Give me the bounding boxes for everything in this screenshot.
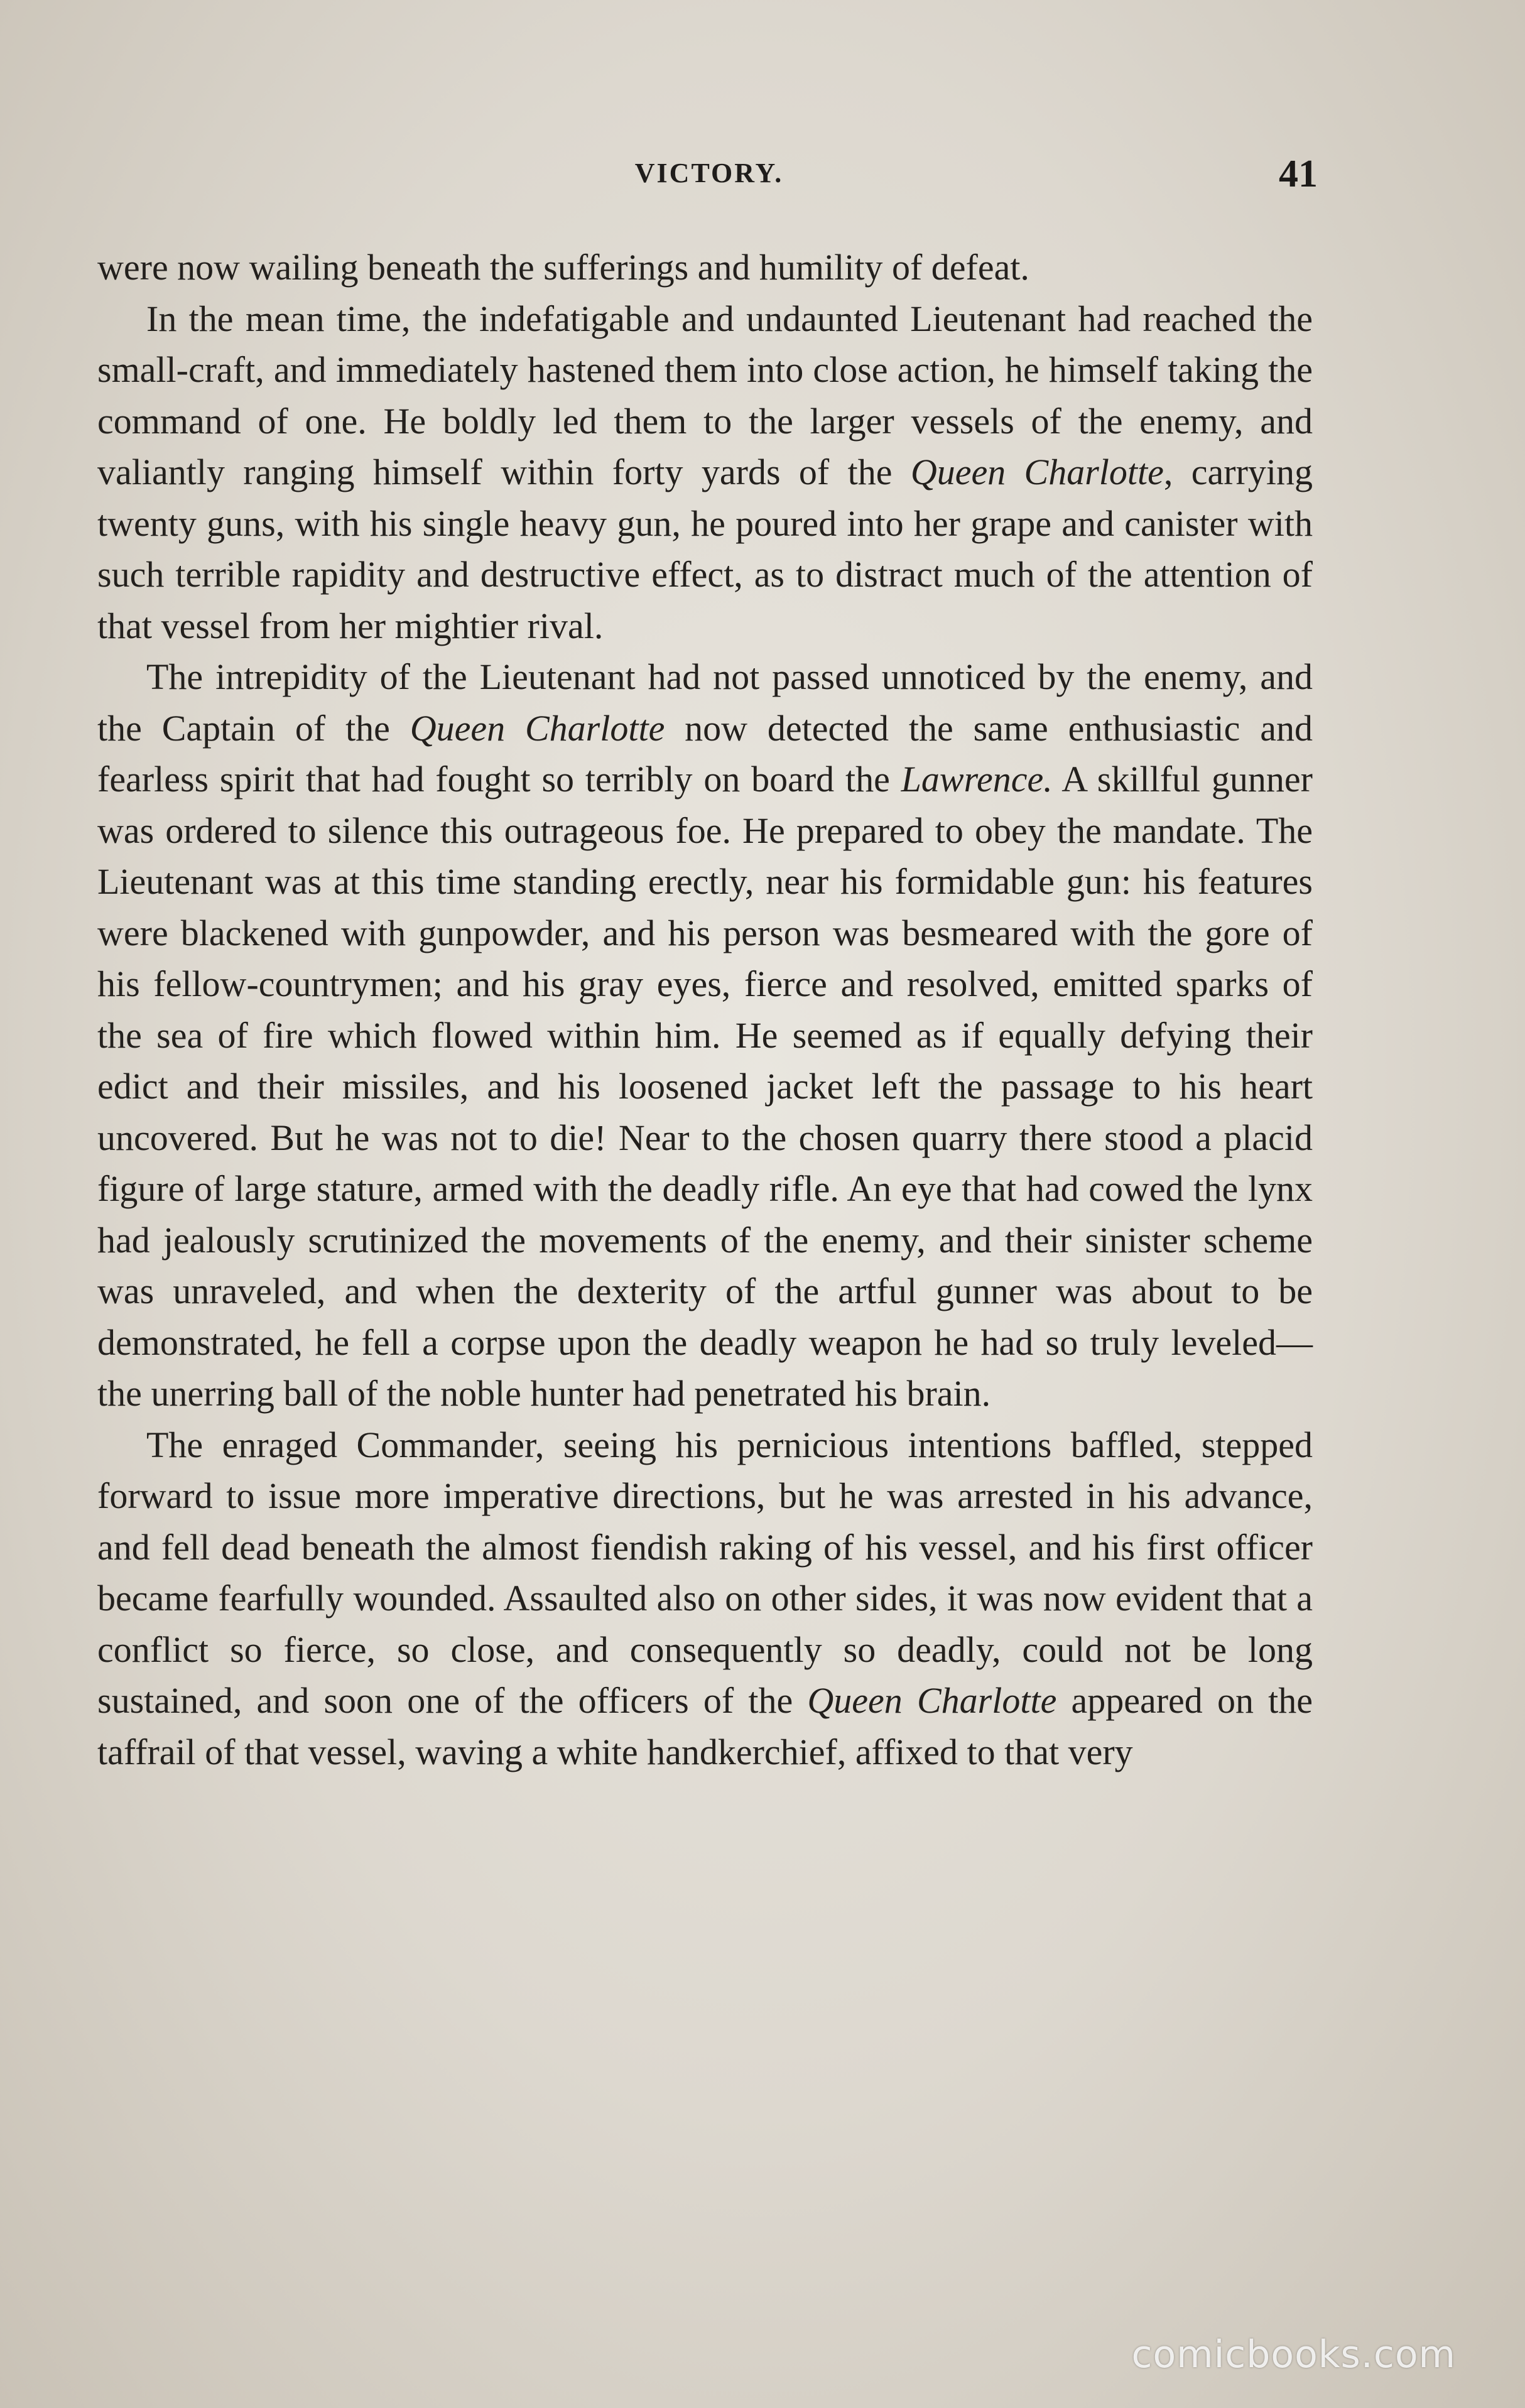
text-segment: were now wailing beneath the sufferings and humility of defeat. (97, 247, 1029, 288)
text-segment: , carrying twenty guns, with his single heavy gun, he poured into her grape and canister with such terrible rapidity and destructive effect, as to distract much of the attention of that vessel from her mightier rival. (97, 452, 1313, 646)
running-head (100, 153, 1318, 201)
text-segment: The enraged Commander, seeing his pernicious intentions baffled, stepped forward to issue more imperative directions, but he was arrested in his advance, and fell dead beneath the almost fiendish raking of his vessel, and his first officer became fearfully wounded. Assaulted also on other sides, it was now evident that a conflict so fierce, so close, and consequently so deadly, could not be long sustained, and soon one of the officers of the (97, 1424, 1313, 1721)
page-number: 41 (1279, 153, 1318, 195)
watermark: comicbooks.com (1131, 2333, 1456, 2377)
ship-name: Queen Charlotte (910, 452, 1164, 492)
running-title: VICTORY. (634, 158, 784, 188)
text-segment: In the mean time, the indefatigable and undaunted Lieutenant had reached the small-craft, and immediately hastened them into close action, he himself taking the command of one. He boldly led them to the larger vessels of the enemy, and valiantly ranging himself within forty yards of the (97, 298, 1313, 492)
ship-name: Lawrence. (901, 759, 1053, 800)
paragraph-1 (97, 242, 1313, 293)
text-segment: appeared on the taffrail of that vessel, waving a white handkerchief, affixed to that very (97, 1680, 1313, 1772)
paragraph-3 (97, 651, 1313, 1419)
text-segment: now detected the same enthusiastic and fearless spirit that had fought so terribly on board the (97, 707, 1313, 800)
ship-name: Queen Charlotte (807, 1680, 1057, 1721)
paragraph-4 (97, 1419, 1313, 1778)
paragraph-2 (97, 293, 1313, 652)
ship-name: Queen Charlotte (410, 707, 665, 749)
text-segment: A skillful gunner was ordered to silence this outrageous foe. He prepared to obey the mandate. The Lieutenant was at this time standing erectly, near his formidable gun: his features were blackened with gunpowder, and his person was besmeared with the gore of his fellow-countrymen; and his gray eyes, fierce and resolved, emitted sparks of the sea of fire which flowed within him. He seemed as if equally defying their edict and their missiles, and his loosened jacket left the passage to his heart uncovered. But he was not to die! Near to the chosen quarry there stood a placid figure of large stature, armed with the deadly rifle. An eye that had cowed the lynx had jealously scrutinized the movements of the enemy, and their sinister scheme was unraveled, and when the dexterity of the artful gunner was about to be demonstrated, he fell a corpse upon the deadly weapon he had so truly leveled—the unerring ball of the noble hunter had penetrated his brain. (97, 759, 1313, 1414)
text-segment: The intrepidity of the Lieutenant had not passed unnoticed by the enemy, and the Captain of the (97, 656, 1313, 749)
body-text (97, 242, 1313, 1777)
